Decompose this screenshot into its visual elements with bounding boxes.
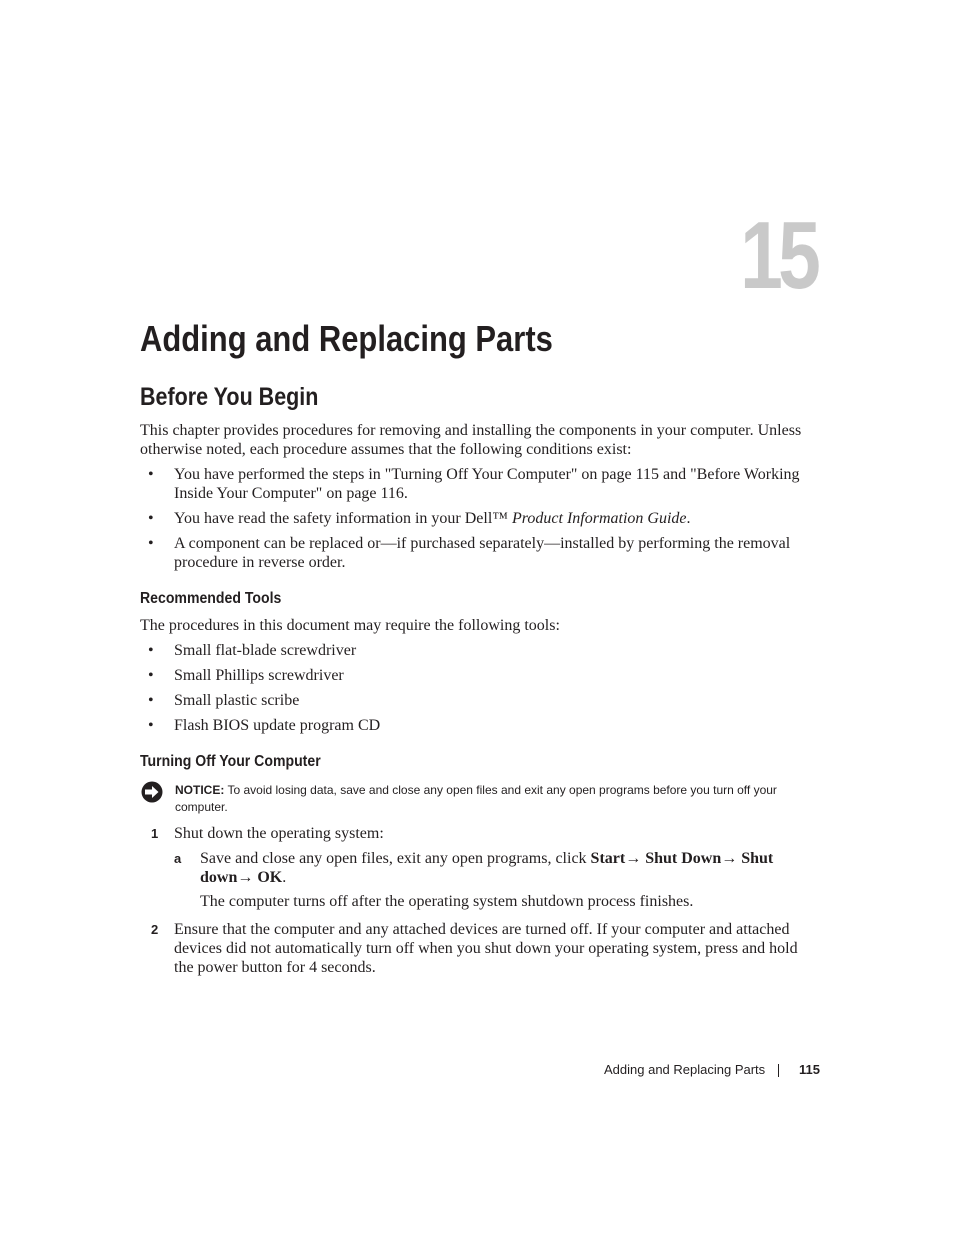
menu-path-start: Start <box>590 850 626 867</box>
condition-item-1: You have performed the steps in "Turning Off Your Computer" on page 115 and "Before Working Inside Your Computer" on page 116. <box>174 466 800 502</box>
step-2-text: Ensure that the computer and any attached devices are turned off. If your computer and attached devices did not automatically turn off when you shut down your operating system, press and hold the power button for 4 seconds. <box>174 921 798 976</box>
notice-arrow-icon <box>141 781 163 803</box>
chapter-number: 15 <box>740 202 816 309</box>
tool-item-3: Small plastic scribe <box>174 692 300 709</box>
step-1-text: Shut down the operating system: <box>174 825 384 842</box>
substep-a-instruction: Save and close any open files, exit any open programs, click <box>200 850 587 867</box>
bullet-marker: • <box>148 642 154 659</box>
footer-separator <box>778 1064 779 1077</box>
menu-path-arrow: → <box>721 850 738 867</box>
bullet-marker: • <box>148 510 154 527</box>
bullet-marker: • <box>148 667 154 684</box>
tool-item-2: Small Phillips screwdriver <box>174 667 344 684</box>
step-number-2: 2 <box>151 922 159 937</box>
menu-path-shut-down: Shut Down <box>645 850 722 867</box>
product-guide-title: Product Information Guide <box>511 510 687 527</box>
tools-heading: Recommended Tools <box>140 590 282 607</box>
substep-letter-a: a <box>174 851 182 866</box>
step-number-1: 1 <box>151 826 159 841</box>
menu-path-shut-down-option: Shut down <box>200 850 774 886</box>
condition-item-2 <box>174 509 814 528</box>
page-number: 115 <box>799 1062 820 1077</box>
tools-intro: The procedures in this document may require the following tools: <box>140 617 560 634</box>
tool-item-4: Flash BIOS update program CD <box>174 717 381 734</box>
intro-paragraph: This chapter provides procedures for removing and installing the components in your computer. Unless otherwise noted, each procedure assumes that the following conditions exist: <box>140 422 802 458</box>
condition-item-2-suffix: . <box>686 510 691 527</box>
notice-label: NOTICE: <box>175 783 225 797</box>
menu-path-arrow: → <box>237 869 254 886</box>
menu-path-arrow: → <box>625 850 642 867</box>
notice-text <box>175 782 820 816</box>
substep-a-result: The computer turns off after the operating system shutdown process finishes. <box>200 893 694 910</box>
chapter-title: Adding and Replacing Parts <box>140 318 553 359</box>
tool-item-1: Small flat-blade screwdriver <box>174 642 357 659</box>
turnoff-heading: Turning Off Your Computer <box>140 753 321 770</box>
bullet-marker: • <box>148 717 154 734</box>
bullet-marker: • <box>148 692 154 709</box>
notice-body: To avoid losing data, save and close any open files and exit any open programs before you turn off your computer. <box>175 783 777 814</box>
condition-item-2-prefix: You have read the safety information in your Dell™ <box>174 510 508 527</box>
footer-chapter-title: Adding and Replacing Parts <box>604 1062 766 1077</box>
section-title: Before You Begin <box>140 383 319 411</box>
bullet-marker: • <box>148 535 154 552</box>
substep-a-text: Save and close any open files, exit any open programs, click Start→ Shut Down→ Shut down→ OK. <box>200 850 774 886</box>
menu-path-ok: OK <box>257 869 283 886</box>
condition-item-3: A component can be replaced or—if purchased separately—installed by performing the removal procedure in reverse order. <box>174 535 791 571</box>
bullet-marker: • <box>148 466 154 483</box>
